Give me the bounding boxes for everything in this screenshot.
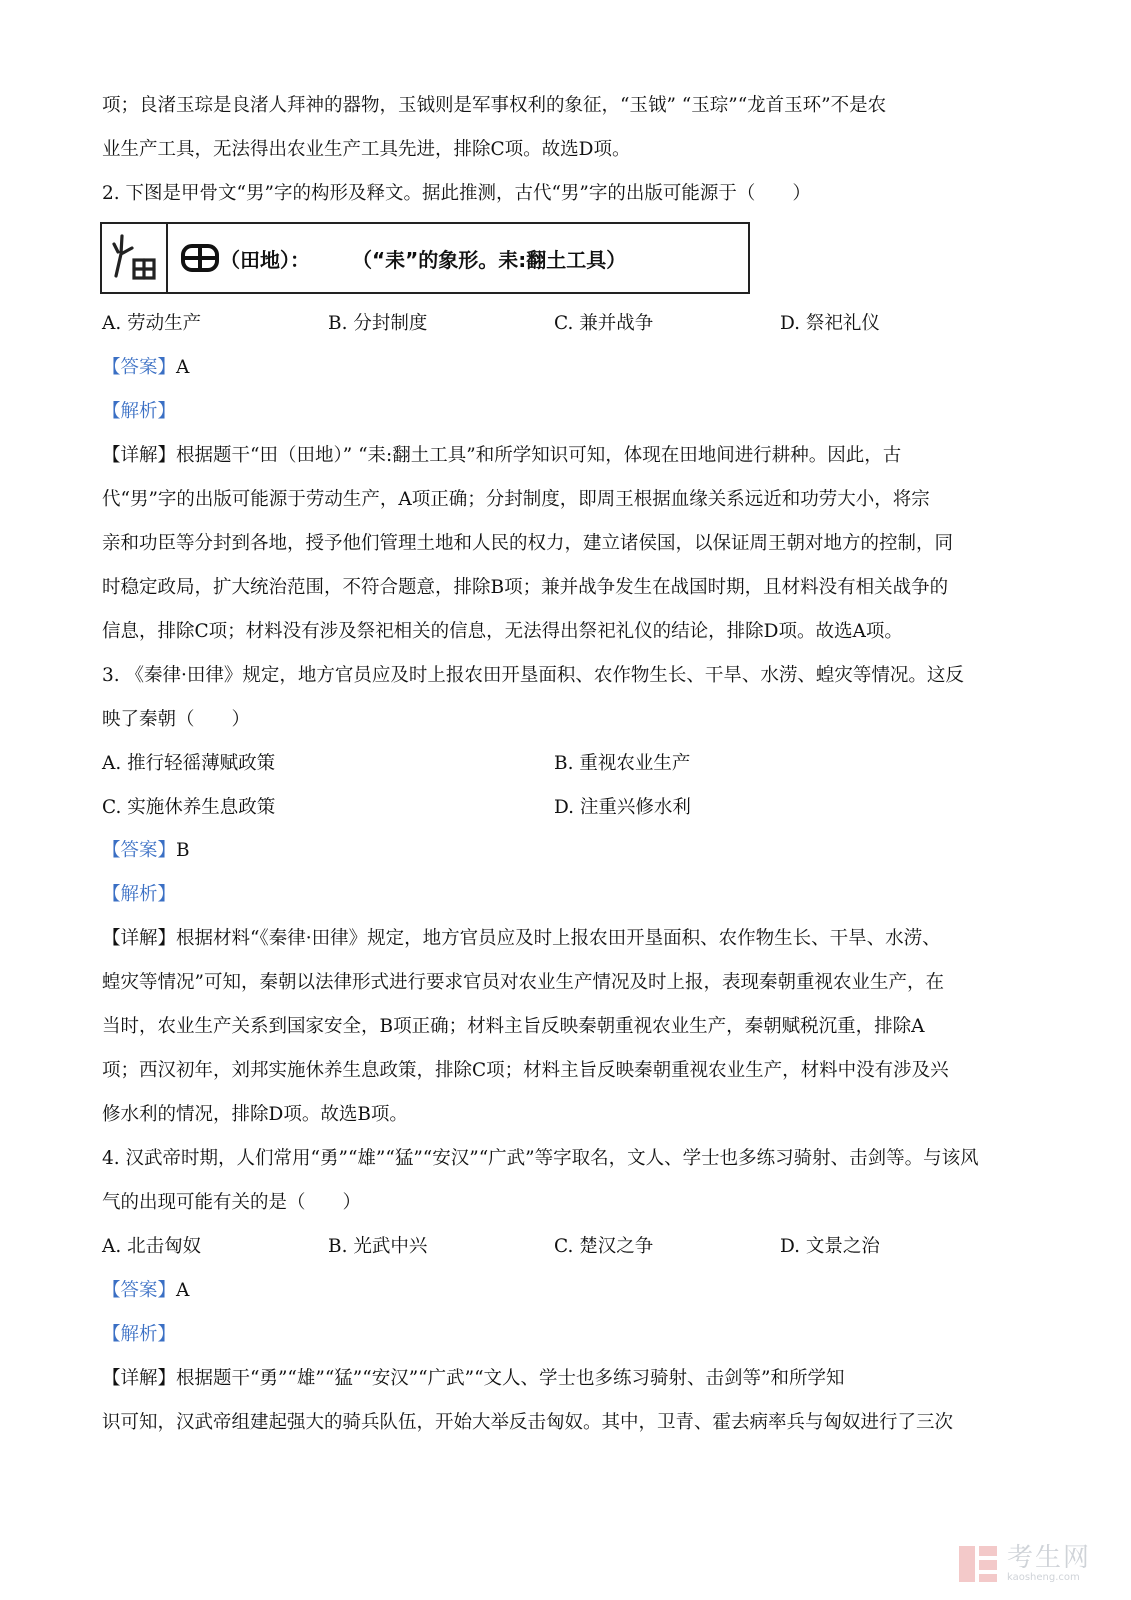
q4-detail-line [102, 1366, 1022, 1392]
analysis-tag: 【解析】 [102, 884, 177, 905]
q3-option-c: C. 实施休养生息政策 [102, 797, 276, 818]
q3-detail-line: 当时，农业生产关系到国家安全，B项正确；材料主旨反映秦朝重视农业生产，秦朝赋税沉重，排除A [102, 1016, 925, 1037]
answer-value: A [176, 1280, 190, 1301]
q4-option-b: B. 光武中兴 [328, 1236, 428, 1257]
figure-text-tian: （田地）： [220, 247, 310, 272]
q4-option-a: A. 北击匈奴 [102, 1236, 202, 1257]
q3-analysis-tag [102, 882, 1022, 908]
answer-value: B [176, 840, 190, 861]
detail-text: 根据题干“勇”“雄”“猛”“安汉”“广武”“文人、学士也多练习骑射、击剑等”和所学知 [176, 1368, 845, 1389]
q2-answer [102, 355, 1022, 381]
q2-detail-line: 亲和功臣等分封到各地，授予他们管理土地和人民的权力，建立诸侯国，以保证周王朝对地方的控制，同 [102, 533, 954, 554]
detail-text: 根据材料“《秦律·田律》规定，地方官员应及时上报农田开垦面积、农作物生长、干旱、水涝、 [176, 928, 941, 949]
answer-tag: 【答案】 [102, 840, 177, 861]
detail-tag: 【详解】 [102, 1368, 177, 1389]
q3-detail-line: 蝗灾等情况”可知，秦朝以法律形式进行要求官员对农业生产情况及时上报，表现秦朝重视农业生产，在 [102, 972, 944, 993]
q4-option-d: D. 文景之治 [780, 1236, 880, 1257]
q4-detail-line: 识可知，汉武帝组建起强大的骑兵队伍，开始大举反击匈奴。其中，卫青、霍去病率兵与匈奴进行了三次 [102, 1412, 954, 1433]
detail-tag: 【详解】 [102, 445, 177, 466]
kaosheng-logo-icon [957, 1542, 1001, 1586]
q3-detail-line: 项；西汉初年，刘邦实施休养生息政策，排除C项；材料主旨反映秦朝重视农业生产，材料中没有涉及兴 [102, 1060, 949, 1081]
q2-detail-line: 代“男”字的出版可能源于劳动生产，A项正确；分封制度，即周王根据血缘关系远近和功劳大小，将宗 [102, 489, 930, 510]
question-2-stem: 2. 下图是甲骨文“男”字的构形及释文。据此推测，古代“男”字的出版可能源于（ ） [102, 183, 811, 204]
q2-detail-line [102, 443, 1022, 469]
oracle-glyph-nan-icon [108, 232, 160, 284]
answer-value: A [176, 357, 190, 378]
text-line: 业生产工具，无法得出农业生产工具先进，排除C项。故选D项。 [102, 139, 631, 160]
q2-detail-line: 信息，排除C项；材料没有涉及祭祀相关的信息，无法得出祭祀礼仪的结论，排除D项。故选A项。 [102, 621, 903, 642]
oracle-glyph-tian-icon [180, 243, 220, 273]
question-4-stem: 4. 汉武帝时期，人们常用“勇”“雄”“猛”“安汉”“广武”等字取名，文人、学士也多练习骑射、击剑等。与该风 [102, 1148, 979, 1169]
figure-text-lei: （“耒”的象形。耒:翻土工具） [352, 247, 627, 272]
q3-answer [102, 838, 1022, 864]
q3-option-a: A. 推行轻徭薄赋政策 [102, 753, 276, 774]
q2-option-d: D. 祭祀礼仪 [780, 313, 880, 334]
q2-option-a: A. 劳动生产 [102, 313, 202, 334]
watermark-text: 考生网 [1006, 1543, 1091, 1573]
q3-detail-line [102, 926, 1022, 952]
analysis-tag: 【解析】 [102, 401, 177, 422]
answer-tag: 【答案】 [102, 1280, 177, 1301]
oracle-bone-glyph-nan [102, 224, 168, 292]
q3-option-d: D. 注重兴修水利 [554, 797, 691, 818]
q3-option-b: B. 重视农业生产 [554, 753, 691, 774]
watermark-subtext: kaosheng.com [1006, 1572, 1080, 1583]
question-4-stem: 气的出现可能有关的是（ ） [102, 1192, 362, 1213]
q2-detail-line: 时稳定政局，扩大统治范围，不符合题意，排除B项；兼并战争发生在战国时期，且材料没有相关战争的 [102, 577, 949, 598]
q2-option-b: B. 分封制度 [328, 313, 428, 334]
analysis-tag: 【解析】 [102, 1324, 177, 1345]
question-3-stem: 3. 《秦律·田律》规定，地方官员应及时上报农田开垦面积、农作物生长、干旱、水涝、蝗灾等情况。这反 [102, 665, 964, 686]
figure-explanation [168, 224, 748, 292]
q4-option-c: C. 楚汉之争 [554, 1236, 654, 1257]
q3-detail-line: 修水利的情况，排除D项。故选B项。 [102, 1104, 408, 1125]
q2-analysis-tag [102, 399, 1022, 425]
detail-text: 根据题干“田（田地）” “耒:翻土工具”和所学知识可知，体现在田地间进行耕种。因此，古 [176, 445, 902, 466]
question-3-stem: 映了秦朝（ ） [102, 709, 251, 730]
kaosheng-watermark [957, 1542, 1091, 1586]
q4-answer [102, 1278, 1022, 1304]
text-line: 项；良渚玉琮是良渚人拜神的器物，玉钺则是军事权利的象征，“玉钺” “玉琮”“龙首玉环”不是农 [102, 95, 887, 116]
detail-tag: 【详解】 [102, 928, 177, 949]
q2-option-c: C. 兼并战争 [554, 313, 654, 334]
answer-tag: 【答案】 [102, 357, 177, 378]
oracle-bone-figure [100, 222, 750, 294]
q4-analysis-tag [102, 1322, 1022, 1348]
